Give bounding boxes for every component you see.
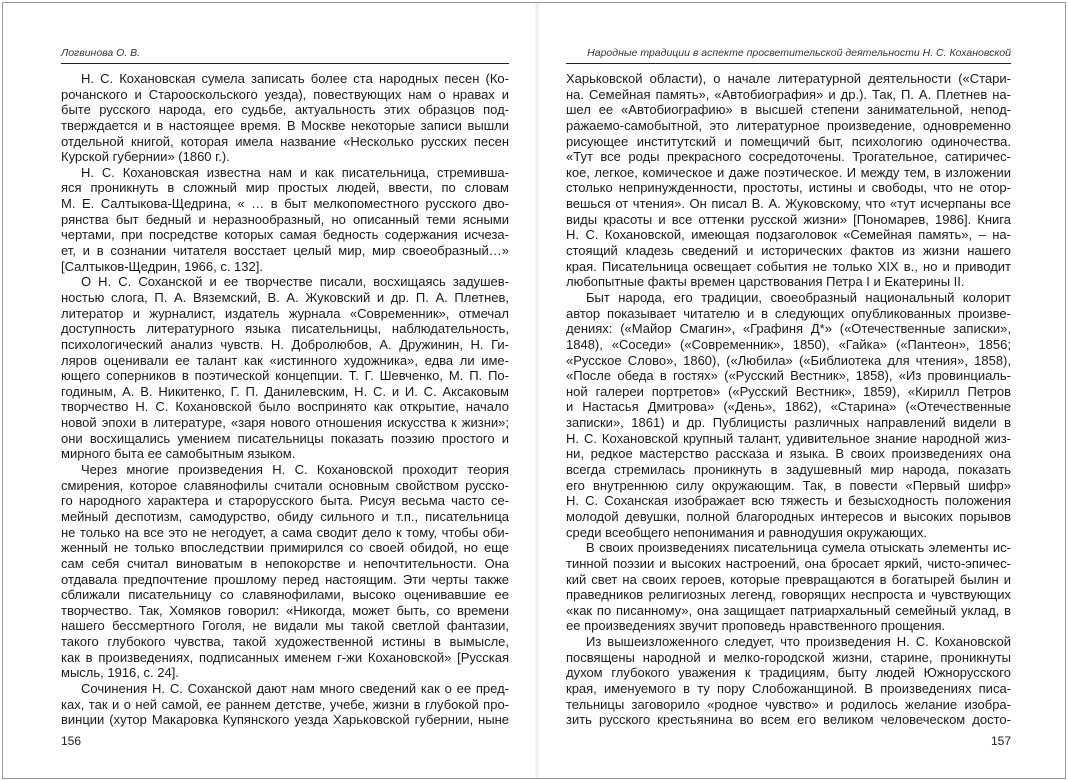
text-line: яся проникнуть в сложный мир простых людей, ввести, по словам — [61, 180, 509, 196]
left-page — [61, 3, 509, 778]
text-line: быте русского народа, его судьбе, актуальность этих образцов под- — [61, 102, 509, 118]
paragraph — [61, 274, 509, 462]
text-line: тельницы заговорило «родное чувство» и родилось желание изобра- — [566, 696, 1011, 712]
paragraph — [61, 165, 509, 274]
text-line: праведников религиозных легенд, говорящих неспроста и чувствующих — [566, 587, 1011, 603]
text-line: новой эпохи в литературе, «заря нового отношения искусства к жизни»; — [61, 415, 509, 431]
text-line: столько непринужденности, простоты, истины и свободы, что не отор- — [566, 180, 1011, 196]
text-line: ни, редкое мастерство рассказа и языка. В своих произведениях она — [566, 446, 1011, 462]
book-spread — [2, 2, 1066, 779]
text-line: рисующее институтский и помещичий быт, психологию одиночества. — [566, 133, 1011, 149]
text-line: такого глубокого чувства, такой художественной истины в вымысле, — [61, 634, 509, 650]
text-line: мирного быта ее самобытным языком. — [61, 446, 296, 462]
page-body — [566, 71, 1011, 728]
text-line: Н. С. Кохановская сумела записать более ста народных песен (Ко- — [81, 71, 509, 86]
text-line: «Русское Слово», 1860), («Любила» («Библиотека для чтения», 1858), — [566, 352, 1011, 368]
text-line: чертами, при посредстве которых самая бедность содержания исчеза- — [61, 227, 509, 243]
text-line: сближали писательницу со славянофилами, высоко оценивавшие ее — [61, 587, 509, 603]
text-line: творчество Н. С. Кохановской было воспринято как открытие, начало — [61, 399, 509, 415]
text-line: литератор и журналист, издатель журнала «Современник», отмечал — [61, 305, 509, 321]
text-line: автор показывает читателю и в следующих опубликованных произве- — [566, 305, 1011, 321]
right-page — [566, 3, 1011, 778]
text-line: мысль, 1916, с. 24]. — [61, 665, 179, 681]
text-line: вешься от чтения». Он писал В. А. Жуковскому, что «тут исчерпаны все — [566, 196, 1011, 212]
text-line: кое, легкое, комическое и даже поэтическое. И между тем, в изложении — [566, 164, 1011, 180]
text-line: всегда стремилась проникнуть в задушевный мир народа, показать — [566, 462, 1011, 478]
text-line: Быт народа, его традиции, своеобразный национальный колорит — [586, 289, 1011, 305]
paragraph — [566, 290, 1011, 540]
text-line: 1848), «Соседи» («Современник», 1850), «Гайка» («Пантеон», 1856; — [566, 336, 1011, 352]
text-line: ющего соперников в поэтической концепции. Т. Г. Шевченко, М. П. По- — [61, 368, 509, 384]
text-line: тверждается и в настоящее время. В Москве некоторые записи вышли — [61, 117, 509, 133]
text-line: Н. С. Кохановской, имеющая подзаголовок «Семейная память», – на- — [566, 227, 1011, 243]
page-number: 157 — [990, 734, 1011, 748]
text-line: М. Е. Салтыкова-Щедрина, « … в быт мелкопоместного русского дво- — [61, 196, 509, 212]
gutter — [534, 3, 540, 778]
text-line: Через многие произведения Н. С. Кохановской проходит теория — [81, 462, 509, 478]
text-line: Н. С. Кохановской крупный талант, удивительное знание народной жиз- — [566, 430, 1011, 446]
text-line: В своих произведениях писательница сумела отыскать элементы ис- — [586, 540, 1011, 556]
text-line: отдавала предпочтение прошлому перед настоящим. Эти черты также — [61, 571, 509, 587]
text-line: «как по писанному», она защищает патриархальный семейный уклад, в — [566, 602, 1011, 618]
paragraph — [61, 462, 509, 681]
text-line: Н. С. Соханская изображает всю тяжесть и безысходность положения — [566, 493, 1011, 509]
text-line: ной галереи портретов» («Русский Вестник», 1859), «Кирилл Петров — [566, 383, 1011, 399]
text-line: мейный деспотизм, самодурство, обиду сильного и т.п., писательница — [61, 508, 509, 524]
text-line: Из вышеизложенного следует, что произведения Н. С. Кохановской — [586, 634, 1011, 650]
text-line: смирения, которое славянофилы считали основным свойством русско- — [61, 477, 509, 493]
paragraph — [61, 71, 509, 165]
text-line: ностью слога, П. А. Вяземский, В. А. Жуковский и др. П. А. Плетнев, — [61, 289, 509, 305]
text-line: го народного характера и старорусского быта. Рисуя весьма часто се- — [61, 493, 509, 509]
text-line: О Н. С. Соханской и ее творчестве писали, восхищаясь задушев- — [81, 274, 509, 290]
text-line: молодой девушки, полной благородных интересов и высоких порывов — [566, 508, 1011, 524]
text-line: женный не только впоследствии примирился со своей обидой, но еще — [61, 540, 509, 556]
text-line: рочанского и Старооскольского уезда), повествующих нам о нравах и — [61, 86, 509, 102]
text-line: ет, и в сознании читателя восстает целый мир, мир своеобразный…» — [61, 243, 509, 259]
text-line: зить русского крестьянина во всем его великом человеческом досто- — [566, 712, 1011, 728]
text-line: ее произведениях звучит проповедь нравственного прощения. — [566, 618, 946, 634]
text-line: винции (хутор Макаровка Купянского уезда Харьковской губернии, ныне — [61, 712, 509, 728]
text-line: ках, так и о ней самой, ее раннем детстве, учебе, жизни в глубокой про- — [61, 696, 509, 712]
text-line: Н. С. Кохановская известна нам и как писательница, стремивша- — [81, 164, 509, 180]
paragraph — [566, 71, 1011, 290]
text-line: сам себя считал виноватым в непокорстве и непочтительности. Она — [61, 555, 509, 571]
text-line: тинной поэзии и высоких настроений, она бросает яркий, чисто-эпичес- — [566, 555, 1011, 571]
text-line: Сочинения Н. С. Соханской дают нам много сведений как о ее пред- — [81, 680, 509, 696]
text-line: края. Писательница освещает события не только XIX в., но и приводит — [566, 258, 1011, 274]
text-line: Курской губернии» (1860 г.). — [61, 149, 230, 165]
text-line: рянства быт бедный и неразнообразный, но описанный теми ясными — [61, 211, 509, 227]
paragraph — [566, 540, 1011, 634]
text-line: как в произведениях, подписанных именем г-жи Кохановской» [Русская — [61, 649, 509, 665]
text-line: края, именуемого в ту пору Слобожанщиной. В произведениях писа- — [566, 680, 1011, 696]
text-line: на. Семейная память», «Автобиография» и др.). Так, П. А. Плетнев на- — [566, 86, 1011, 102]
paragraph — [61, 681, 509, 728]
text-line: шел ее «Автобиографию» в высшей степени занимательной, непод- — [566, 102, 1011, 118]
text-line: не только на все это не негодует, а сама сводит дело к тому, чтобы оби- — [61, 524, 509, 540]
text-line: они восхищались умением писательницы показать поэзию простого и — [61, 430, 509, 446]
running-head: Логвинова О. В. — [61, 47, 509, 64]
text-line: кий свет на своих героев, которые превращаются в богатырей былин и — [566, 571, 1011, 587]
text-line: психологический анализ чувств. Н. Добролюбов, А. Дружинин, Н. Ги- — [61, 336, 509, 352]
page-number: 156 — [61, 734, 82, 748]
running-head: Народные традиции в аспекте просветительской деятельности Н. С. Кохановской — [566, 47, 1011, 64]
page-body — [61, 71, 509, 728]
text-line: годиным, А. В. Никитенко, Г. П. Данилевским, Н. С. и И. С. Аксаковым — [61, 383, 509, 399]
text-line: доступность литературного языка писательницы, наблюдательность, — [61, 321, 509, 337]
text-line: посвящены народной и мелко-городской жизни, старине, проникнуты — [566, 649, 1011, 665]
text-line: виды красоты и все оттенки русской жизни» [Пономарев, 1986]. Книга — [566, 211, 1011, 227]
text-line: «После обеда в гостях» («Русский Вестник», 1858), «Из провинциаль- — [566, 368, 1011, 384]
text-line: любопытные факты времен царствования Петра I и Екатерины II. — [566, 274, 965, 290]
text-line: среди всеобщего непонимания и равнодушия окружающих. — [566, 524, 927, 540]
text-line: отдельной книгой, которая имела название «Несколько русских песен — [61, 133, 509, 149]
text-line: стоящий кладезь сведений и исторических фактов из жизни нашего — [566, 243, 1011, 259]
text-line: нашего бессмертного Гоголя, не видали мы такой светлой фантазии, — [61, 618, 509, 634]
text-line: творчество. Так, Хомяков говорил: «Никогда, может быть, со времени — [61, 602, 509, 618]
paragraph — [566, 634, 1011, 728]
text-line: духом глубокого уважения к традициям, быту людей Южнорусского — [566, 665, 1011, 681]
text-line: Харьковской области), о начале литературной деятельности («Стари- — [566, 71, 1011, 86]
text-line: [Салтыков-Щедрин, 1966, с. 132]. — [61, 258, 263, 274]
text-line: и Настасья Дмитрова» («День», 1862), «Старина» («Отечественные — [566, 399, 1011, 415]
text-line: записки», 1861) и др. Публицисты различных направлений видели в — [566, 415, 1011, 431]
text-line: дениях: («Майор Смагин», «Графиня Д*» («Отечественные записки», — [566, 321, 1011, 337]
text-line: ляров оценивали ее талант как «истинного художника», едва ли име- — [61, 352, 509, 368]
text-line: ражаемо-самобытной, это литературное произведение, одновременно — [566, 117, 1011, 133]
text-line: «Тут все роды прекрасного сосредоточены. Трогательное, сатиричес- — [566, 149, 1011, 165]
text-line: его внутреннюю силу окружающим. Так, в повести «Первый шифр» — [566, 477, 1011, 493]
